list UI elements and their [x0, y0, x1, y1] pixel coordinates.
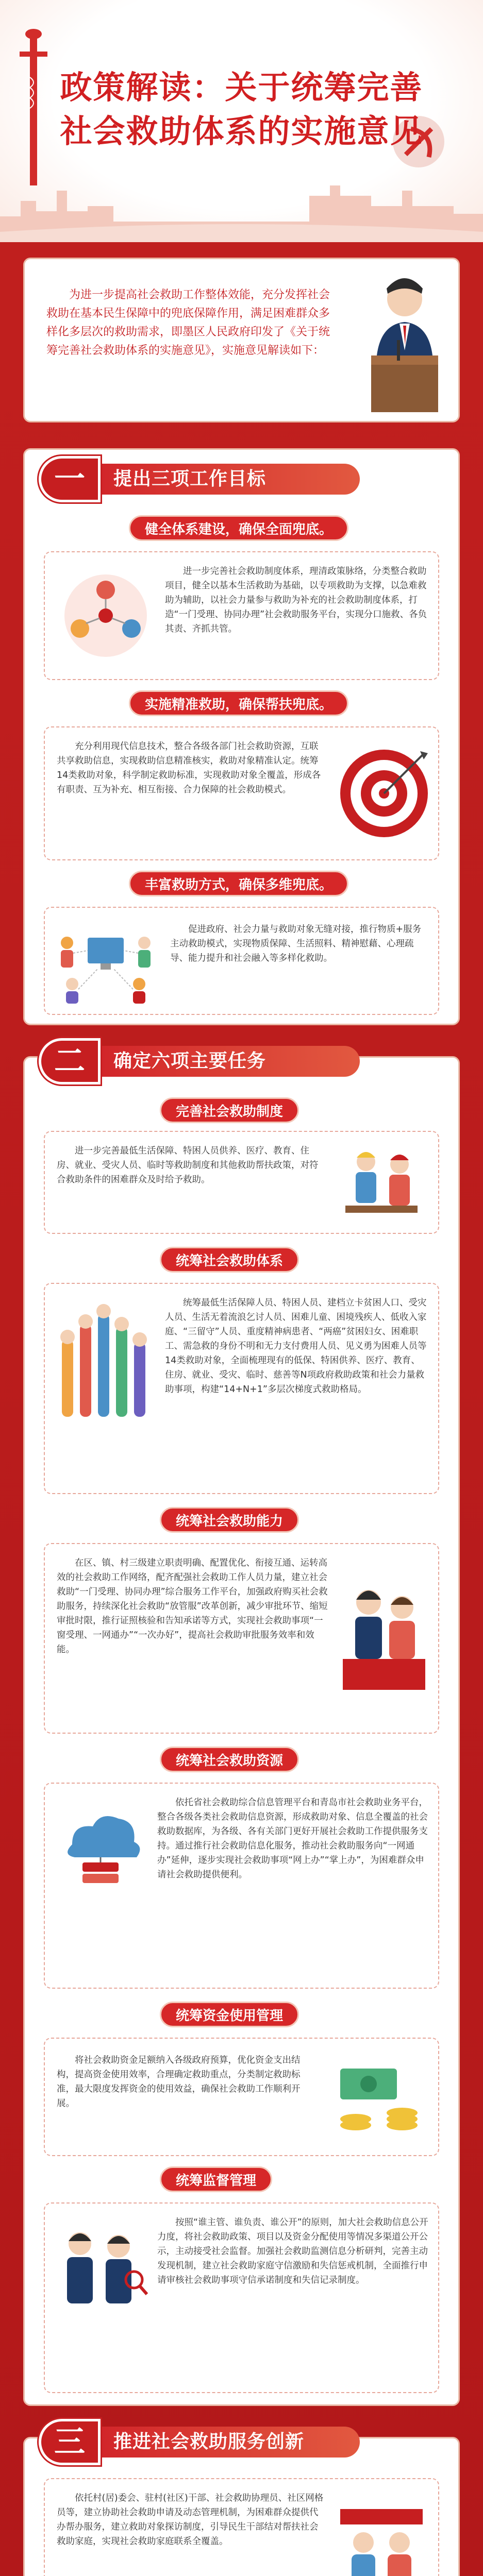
section-3-header	[41, 2421, 361, 2463]
inspectors-illustration	[52, 2218, 149, 2321]
goal-3-tag: 丰富救助方式，确保多维兜底。	[129, 871, 348, 896]
cloud-database-illustration	[52, 1798, 149, 1896]
raised-hands-illustration	[52, 1298, 155, 1427]
section-1-title: 提出三项工作目标	[102, 464, 360, 495]
goal-3-text: 促进政府、社会力量与救助对象无缝对接，推行物质+服务主动救助模式，实现物质保障、生活照料、精神慰藉、心理疏导、能力提升和社会融入等多样化救助。	[170, 924, 422, 963]
task-1-text: 进一步完善最低生活保障、特困人员供养、医疗、教育、住房、就业、受灾人员、临时等救助制度和其他救助帮扶政策，对符合救助条件的困难群众及时给予救助。	[57, 1146, 319, 1185]
section-3-number: 三	[41, 2421, 98, 2463]
header-banner	[0, 0, 483, 242]
section-2-number: 二	[41, 1041, 98, 1082]
target-dart-icon	[335, 742, 433, 845]
section-1-header	[41, 459, 361, 500]
innovation-1-text: 依托村(居)委会、驻村(社区)干部、社会救助协理员、社区网格员等，建立协助社会救助申请及动态管理机制，为困难群众提供代办帮办服务，建立救助对象探访制度，引导民生干部结对帮扶社会救助家庭，实现社会救助家庭联系全覆盖。	[57, 2493, 324, 2547]
task-4-text: 依托省社会救助综合信息管理平台和青岛市社会救助业务平台，整合各级各类社会救助信息资源，形成救助对象、信息全覆盖的社会救助数据库，为各级、各有关部门更好开展社会救助工作提供服务支持。通过推行社会救助信息化服务，推动社会救助服务向“一网通办”延伸，逐步实现社会救助事项“网上办”“掌上办”，为困难群众申请社会救助提供便利。	[157, 1798, 428, 1880]
people-computers-illustration	[52, 917, 160, 1005]
page-title-line-1: 政策解读：关于统筹完善	[60, 69, 423, 106]
section-1-number: 一	[41, 459, 98, 500]
page-title-line-2: 社会救助体系的实施意见	[60, 112, 423, 150]
goal-1-text: 进一步完善社会救助制度体系，理清政策脉络，分类整合救助项目，健全以基本生活救助为基础，以专项救助为支撑，以急难救助为辅助，以社会力量参与救助为补充的社会救助制度体系，打造“一门受理、协同办理”社会救助服务平台，实现分口施救、各负其责、齐抓共管。	[165, 566, 427, 634]
task-2-text: 统筹最低生活保障人员、特困人员、建档立卡贫困人口、受灾人员、生活无着流浪乞讨人员、困难儿童、困境残疾人、低收入家庭、“三留守”人员、重度精神病患者、“两癌”贫困妇女、困难职工、需急救的身份不明和无力支付费用人员、见义勇为困难人员等14类救助对象，全面梳理现有的低保、特困供养、医疗、教育、住房、就业、受灾、临时、慈善等N项政府救助政策和社会力量救助事项，构建“14+N+1”多层次梯度式救助格局。	[165, 1298, 427, 1395]
task-1-tag: 完善社会救助制度	[160, 1097, 299, 1123]
community-workers-illustration	[335, 2494, 428, 2576]
intro-paragraph: 为进一步提高社会救助工作整体效能，充分发挥社会救助在基本民生保障中的兜底保障作用，满足困难群众多样化多层次的救助需求，即墨区人民政府印发了《关于统筹完善社会救助体系的实施意见》，实施意见解读如下：	[46, 289, 330, 357]
speaker-at-podium-illustration	[356, 268, 454, 417]
section-2-header	[41, 1041, 361, 1082]
goal-2-text: 充分利用现代信息技术，整合各级各部门社会救助资源，互联共享救助信息，实现救助信息精准核实，救助对象精准认定。统筹14类救助对象，科学制定救助标准，实现救助对象全覆盖，形成各有职责、互为补充、相互衔接、合力保障的社会救助模式。	[57, 741, 321, 795]
task-3-tag: 统筹社会救助能力	[160, 1507, 299, 1533]
task-3-text: 在区、镇、村三级建立职责明确、配置优化、衔接互通、运转高效的社会救助工作网络，配齐配强社会救助工作人员力量，建立社会救助“一门受理、协同办理”综合服务工作平台，加强政府购买社会救助服务，持续深化社会救助“放管服”改革创新，减少审批环节、缩短审批时限，推行证照核验和告知承诺等方式，实现社会救助事项“一窗受理、一网通办”“一次办好”，提高社会救助审批服务效率和效能。	[57, 1558, 328, 1655]
section-3-title: 推进社会救助服务创新	[102, 2427, 360, 2458]
task-6-text: 按照“谁主管、谁负责、谁公开”的原则，加大社会救助信息公开力度，将社会救助政策、项目以及资金分配使用等情况多渠道公开公示，主动接受社会监督。加强社会救助监测信息分析研判，完善主动发现机制，建立社会救助家庭守信激励和失信惩戒机制，全面推行申请审核社会救助事项守信承诺制度和失信记录制度。	[157, 2217, 428, 2285]
task-5-text: 将社会救助资金足额纳入各级政府预算，优化资金支出结构，提高资金使用效率，合理确定救助重点，分类制定救助标准，最大限度发挥资金的使用效益，确保社会救助工作顺利开展。	[57, 2055, 301, 2109]
task-5-tag: 统筹资金使用管理	[160, 2002, 299, 2027]
task-6-tag: 统筹监督管理	[160, 2166, 272, 2192]
goal-2-tag: 实施精准救助，确保帮扶兜底。	[129, 690, 348, 716]
service-staff-illustration	[338, 1571, 430, 1695]
money-coins-illustration	[325, 2048, 428, 2146]
goal-1-tag: 健全体系建设，确保全面兜底。	[129, 515, 348, 541]
social-network-illustration	[54, 562, 157, 670]
section-2-title: 确定六项主要任务	[102, 1046, 360, 1077]
task-2-tag: 统筹社会救助体系	[160, 1247, 299, 1273]
task-4-tag: 统筹社会救助资源	[160, 1747, 299, 1772]
workers-illustration	[335, 1141, 428, 1224]
